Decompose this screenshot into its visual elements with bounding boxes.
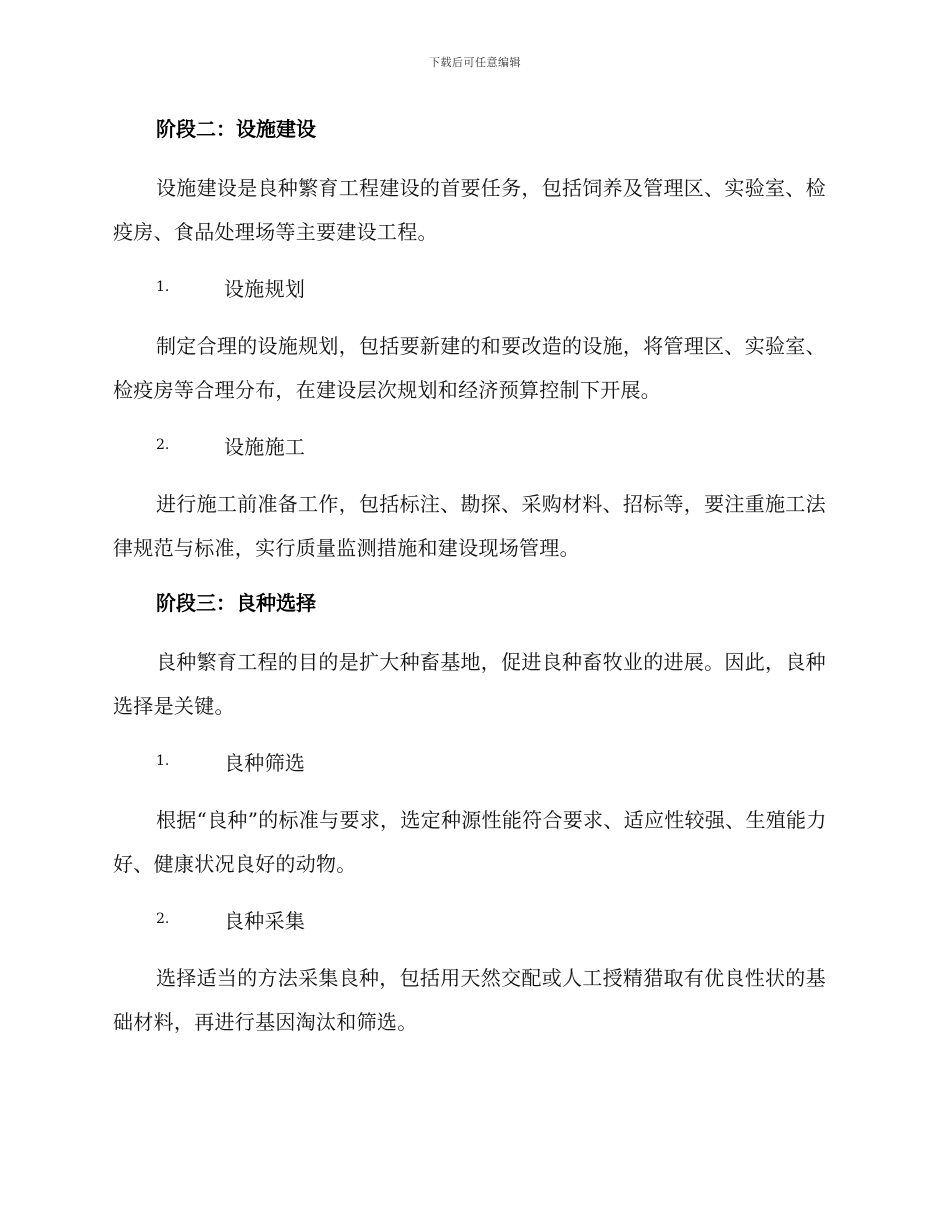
list-item-number: 1. [156,753,170,769]
page-header: 下载后可任意编辑 [429,56,521,69]
list-item-title: 良种筛选 [224,750,306,775]
list-item-title: 设施施工 [224,434,306,459]
section-intro: 良种繁育工程的目的是扩大种畜基地，促进良种畜牧业的进展。因此，良种选择是关键。 [113,650,826,718]
section-heading: 阶段三：良种选择 [156,591,316,615]
list-item-number: 2. [156,911,170,927]
list-item-heading [113,428,833,462]
list-item-heading [113,270,833,304]
list-item-number: 1. [156,279,170,295]
list-item-number: 2. [156,437,170,453]
section-heading: 阶段二：设施建设 [156,117,316,141]
list-item-heading [113,744,833,778]
list-item-title: 良种采集 [224,908,306,933]
list-item-body: 根据“良种”的标准与要求，选定种源性能符合要求、适应性较强、生殖能力好、健康状况良好的动物。 [113,808,827,876]
section-intro: 设施建设是良种繁育工程建设的首要任务，包括饲养及管理区、实验室、检疫房、食品处理场等主要建设工程。 [113,176,826,244]
document-body [113,112,833,1060]
list-item-body: 选择适当的方法采集良种，包括用天然交配或人工授精猎取有优良性状的基础材料，再进行基因淘汰和筛选。 [113,966,826,1034]
list-item-body: 制定合理的设施规划，包括要新建的和要改造的设施，将管理区、实验室、检疫房等合理分布，在建设层次规划和经济预算控制下开展。 [113,334,826,402]
list-item-body: 进行施工前准备工作，包括标注、勘探、采购材料、招标等，要注重施工法律规范与标准，实行质量监测措施和建设现场管理。 [113,492,826,560]
list-item-heading [113,902,833,936]
list-item-title: 设施规划 [224,276,306,301]
